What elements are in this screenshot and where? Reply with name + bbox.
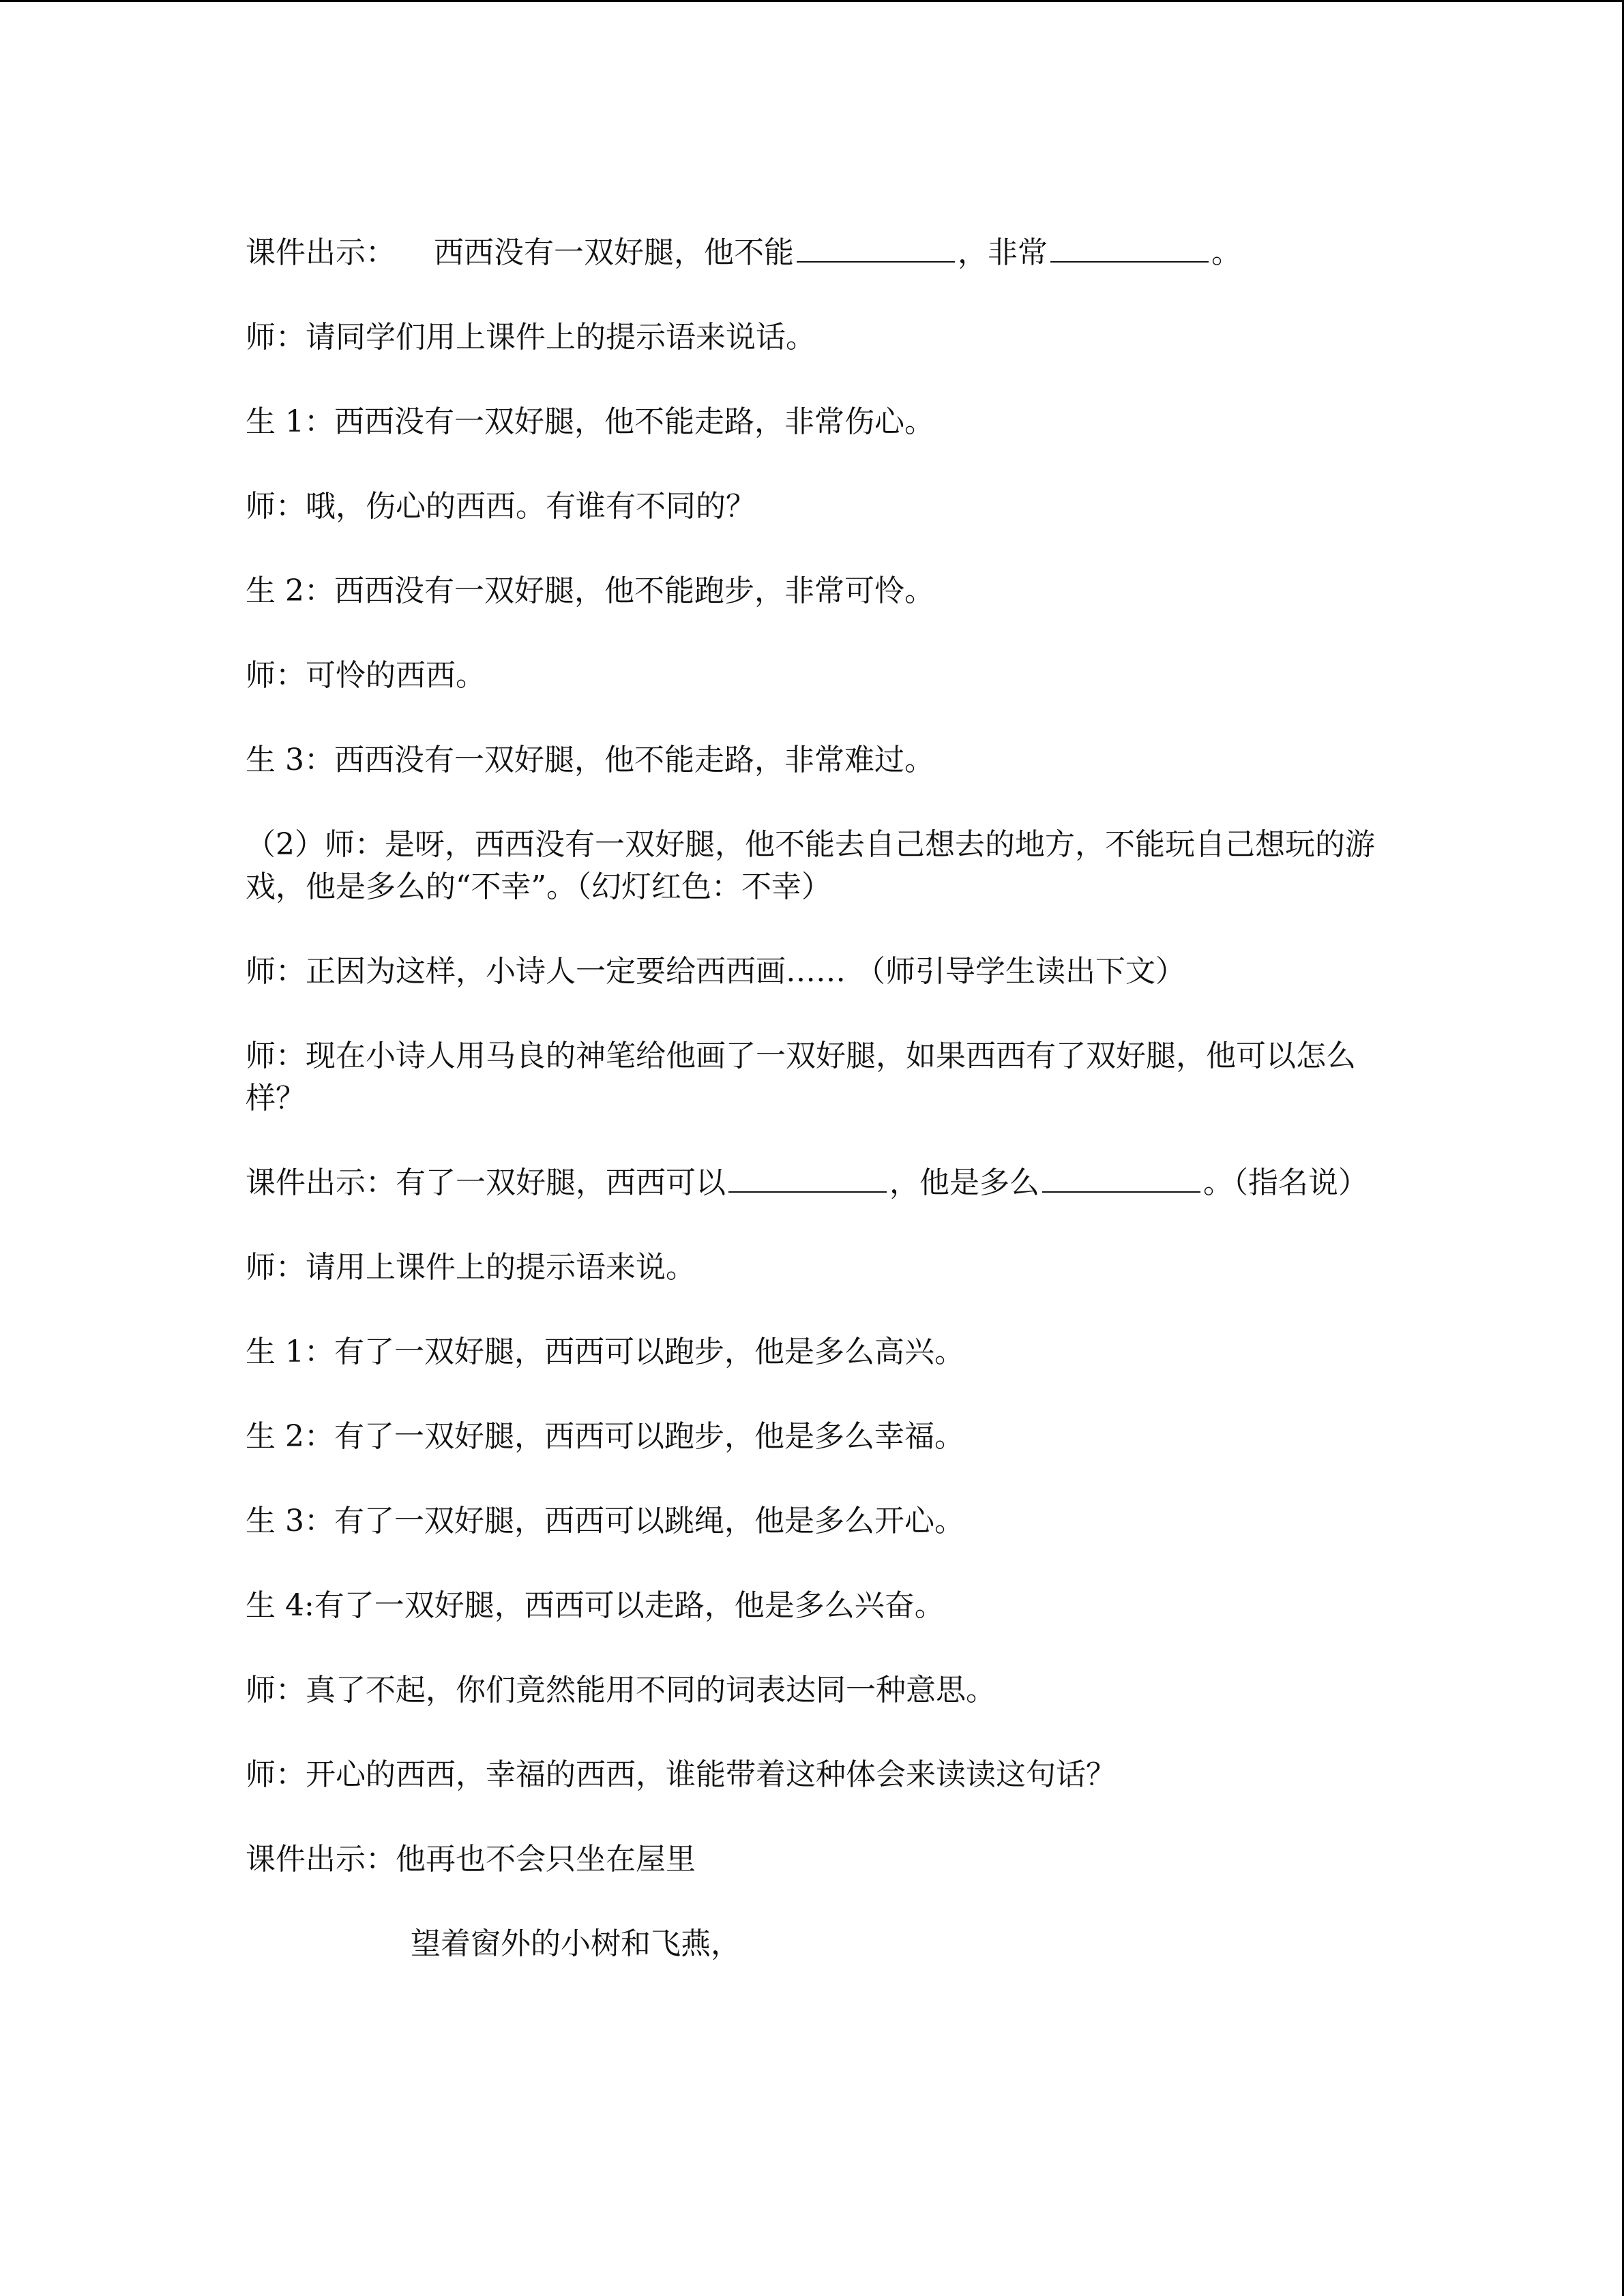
paragraph: 生 2：西西没有一双好腿，他不能跑步，非常可怜。 (246, 573, 934, 608)
poem-line: 望着窗外的小树和飞燕， (411, 1926, 741, 1961)
fill-blank (728, 1164, 887, 1193)
paragraph: 生 1：有了一双好腿，西西可以跑步，他是多么高兴。 (246, 1335, 964, 1369)
paragraph: 生 3：西西没有一双好腿，他不能走路，非常难过。 (246, 743, 934, 777)
paragraph: 生 1：西西没有一双好腿，他不能走路，非常伤心。 (246, 404, 934, 439)
paragraph: 师：正因为这样，小诗人一定要给西西画…… （师引导学生读出下文） (246, 954, 1185, 989)
fill-blank (797, 234, 955, 263)
courseware-prompt-2: 课件出示：有了一双好腿，西西可以 ，他是多么 。（指名说） (246, 1165, 1368, 1200)
paragraph: 生 2：有了一双好腿，西西可以跑步，他是多么幸福。 (246, 1419, 964, 1454)
courseware-prompt-1: 课件出示： 西西没有一双好腿，他不能 ，非常 。 (246, 235, 1241, 270)
paragraph: 生 3：有了一双好腿，西西可以跳绳，他是多么开心。 (246, 1504, 964, 1538)
paragraph: 师：现在小诗人用马良的神笔给他画了一双好腿，如果西西有了双好腿，他可以怎么样？ (246, 1039, 1356, 1116)
paragraph: 师：请用上课件上的提示语来说。 (246, 1250, 696, 1285)
paragraph: 师：可怜的西西。 (246, 658, 486, 693)
paragraph: 师：哦，伤心的西西。有谁有不同的？ (246, 489, 756, 524)
fill-blank (1050, 234, 1209, 263)
paragraph: 师：请同学们用上课件上的提示语来说话。 (246, 320, 816, 355)
fill-blank (1042, 1164, 1200, 1193)
paragraph: 师：真了不起，你们竟然能用不同的词表达同一种意思。 (246, 1673, 996, 1708)
document-body (246, 232, 1378, 2008)
paragraph: 课件出示：他再也不会只坐在屋里 (246, 1842, 696, 1877)
paragraph: （2）师：是呀，西西没有一双好腿，他不能去自己想去的地方，不能玩自己想玩的游戏，他是多么的“不幸”。（幻灯红色：不幸） (246, 827, 1375, 904)
paragraph: 师：开心的西西，幸福的西西，谁能带着这种体会来读读这句话？ (246, 1757, 1116, 1792)
paragraph: 生 4:有了一双好腿，西西可以走路，他是多么兴奋。 (246, 1588, 945, 1623)
